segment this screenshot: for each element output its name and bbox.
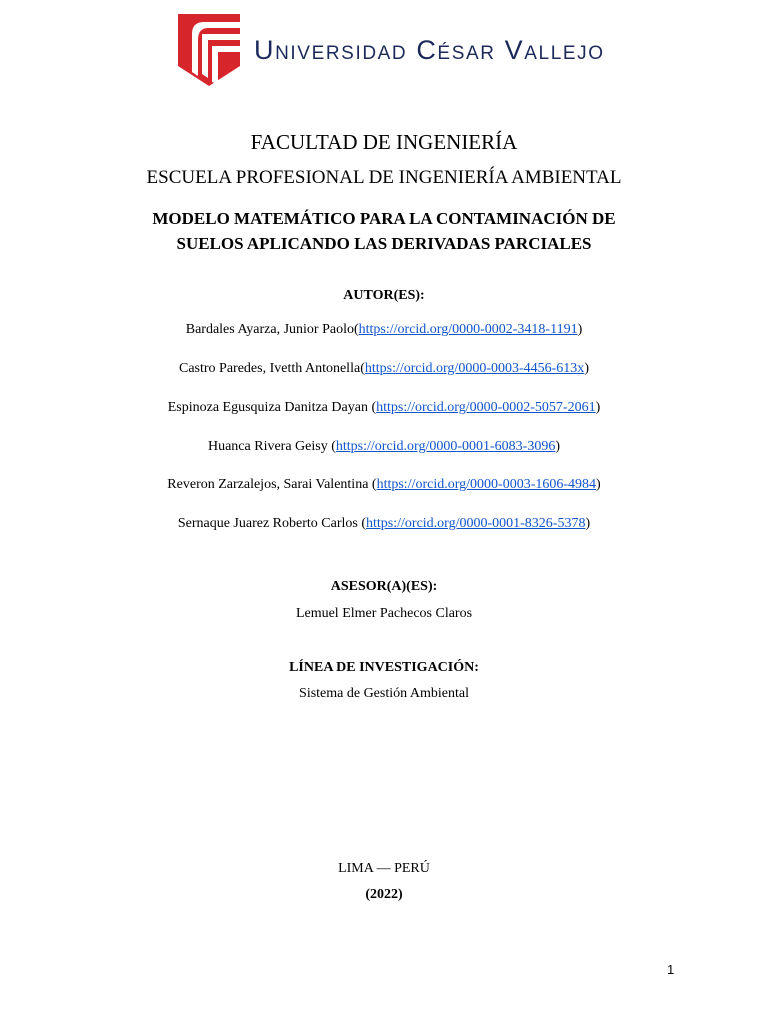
- author-name: Espinoza Egusquiza Danitza Dayan: [167, 400, 372, 415]
- author-paren-open: (: [360, 361, 365, 376]
- orcid-link[interactable]: https://orcid.org/0000-0001-6083-3096: [335, 439, 556, 454]
- author-paren-close: ): [596, 477, 601, 492]
- author-name: Bardales Ayarza, Junior Paolo: [185, 322, 354, 337]
- author-paren-open: (: [371, 400, 377, 415]
- university-header: [178, 14, 240, 86]
- faculty-heading: FACULTAD DE INGENIERÍA: [250, 130, 518, 154]
- author-paren-close: ): [577, 322, 583, 337]
- school-heading: ESCUELA PROFESIONAL DE INGENIERÍA AMBIENTAL: [146, 167, 622, 188]
- research-line-label: LÍNEA DE INVESTIGACIÓN:: [289, 660, 479, 675]
- author-name: Castro Paredes, Ivetth Antonella: [179, 361, 361, 376]
- authors-label: AUTOR(ES):: [343, 288, 425, 303]
- author-paren-close: ): [585, 516, 591, 531]
- advisor-label: ASESOR(A)(ES):: [330, 579, 438, 594]
- author-name: Reveron Zarzalejos, Sarai Valentina: [167, 477, 372, 492]
- author-paren-open: (: [353, 322, 359, 337]
- ucv-shield-logo-icon: [178, 14, 240, 86]
- author-paren-open: (: [371, 477, 377, 492]
- author-name: Sernaque Juarez Roberto Carlos: [177, 516, 362, 531]
- thesis-title: [0, 206, 768, 256]
- year: (2022): [365, 887, 403, 902]
- author-line: [0, 439, 768, 455]
- author-line: [0, 516, 768, 532]
- author-paren-close: ): [584, 361, 589, 376]
- author-paren-open: (: [361, 516, 367, 531]
- page-number: 1: [667, 962, 675, 977]
- orcid-link[interactable]: https://orcid.org/0000-0003-1606-4984: [376, 477, 597, 492]
- author-line: [0, 322, 768, 338]
- orcid-link[interactable]: https://orcid.org/0000-0002-5057-2061: [376, 400, 596, 415]
- author-paren-close: ): [555, 439, 561, 454]
- university-name: Universidad César Vallejo: [254, 35, 605, 65]
- research-line-value: Sistema de Gestión Ambiental: [299, 686, 469, 701]
- orcid-link[interactable]: https://orcid.org/0000-0002-3418-1191: [358, 322, 578, 337]
- orcid-link[interactable]: https://orcid.org/0000-0001-8326-5378: [366, 516, 586, 531]
- advisor-name: Lemuel Elmer Pachecos Claros: [295, 606, 473, 621]
- orcid-link[interactable]: https://orcid.org/0000-0003-4456-613x: [364, 361, 585, 376]
- thesis-title-line-2: SUELOS APLICANDO LAS DERIVADAS PARCIALES: [176, 234, 592, 253]
- author-paren-close: ): [595, 400, 601, 415]
- thesis-title-line-1: MODELO MATEMÁTICO PARA LA CONTAMINACIÓN DE: [152, 209, 616, 228]
- author-line: [0, 361, 768, 377]
- author-line: [0, 477, 768, 493]
- location: LIMA — PERÚ: [338, 861, 430, 876]
- author-line: [0, 400, 768, 416]
- author-name: Huanca Rivera Geisy: [207, 439, 332, 454]
- author-paren-open: (: [331, 439, 336, 454]
